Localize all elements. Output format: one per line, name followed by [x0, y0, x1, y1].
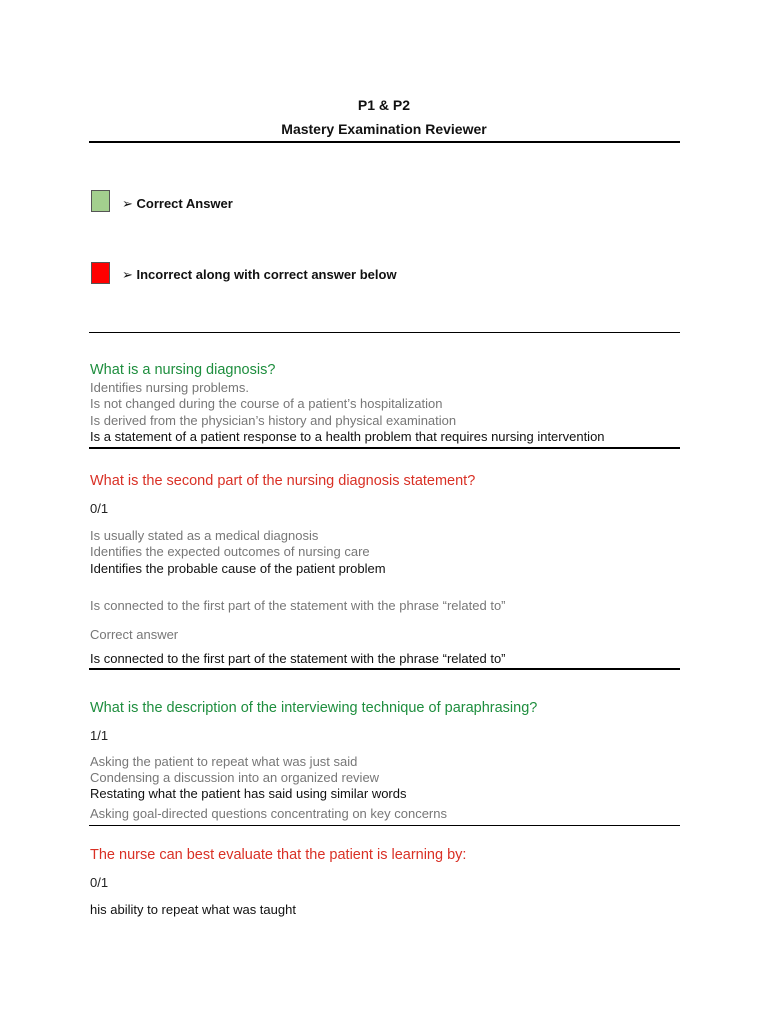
- header-divider: [89, 141, 680, 143]
- question-divider: [89, 447, 680, 449]
- legend-divider: [89, 332, 680, 333]
- answer-option: Is usually stated as a medical diagnosis: [90, 528, 319, 543]
- answer-option: Identifies nursing problems.: [90, 380, 249, 395]
- selected-answer-option: his ability to repeat what was taught: [90, 902, 296, 917]
- correct-answer-text: Is connected to the first part of the statement with the phrase “related to”: [90, 651, 506, 666]
- question-score: 1/1: [90, 728, 109, 743]
- question-score: 0/1: [90, 875, 109, 890]
- legend-incorrect-label: ➢ Incorrect along with correct answer below: [122, 267, 397, 282]
- answer-option: Is not changed during the course of a patient’s hospitalization: [90, 396, 443, 411]
- question-divider: [89, 668, 680, 670]
- question-text: What is the description of the interviewing technique of paraphrasing?: [90, 700, 538, 716]
- correct-color-swatch: [91, 190, 110, 212]
- header-title-line1: P1 & P2: [357, 97, 411, 113]
- answer-option: Condensing a discussion into an organized review: [90, 770, 380, 785]
- question-score: 0/1: [90, 501, 109, 516]
- question-divider: [89, 825, 680, 826]
- selected-answer-option: Restating what the patient has said using similar words: [90, 786, 407, 801]
- selected-answer-option: Is a statement of a patient response to a health problem that requires nursing intervention: [90, 429, 605, 444]
- correct-answer-label: Correct answer: [90, 627, 179, 642]
- selected-answer-option: Identifies the probable cause of the patient problem: [90, 561, 386, 576]
- answer-option: Is derived from the physician’s history and physical examination: [90, 413, 457, 428]
- question-text: The nurse can best evaluate that the patient is learning by:: [90, 847, 467, 863]
- incorrect-color-swatch: [91, 262, 110, 284]
- header-title-line2: Mastery Examination Reviewer: [281, 121, 487, 137]
- question-text: What is the second part of the nursing diagnosis statement?: [90, 473, 476, 489]
- answer-option: Identifies the expected outcomes of nursing care: [90, 544, 370, 559]
- legend-correct-label: ➢ Correct Answer: [122, 196, 233, 211]
- question-text: What is a nursing diagnosis?: [90, 362, 276, 378]
- answer-option: Asking the patient to repeat what was just said: [90, 754, 358, 769]
- answer-option: Asking goal-directed questions concentrating on key concerns: [90, 806, 447, 821]
- answer-option: Is connected to the first part of the statement with the phrase “related to”: [90, 598, 506, 613]
